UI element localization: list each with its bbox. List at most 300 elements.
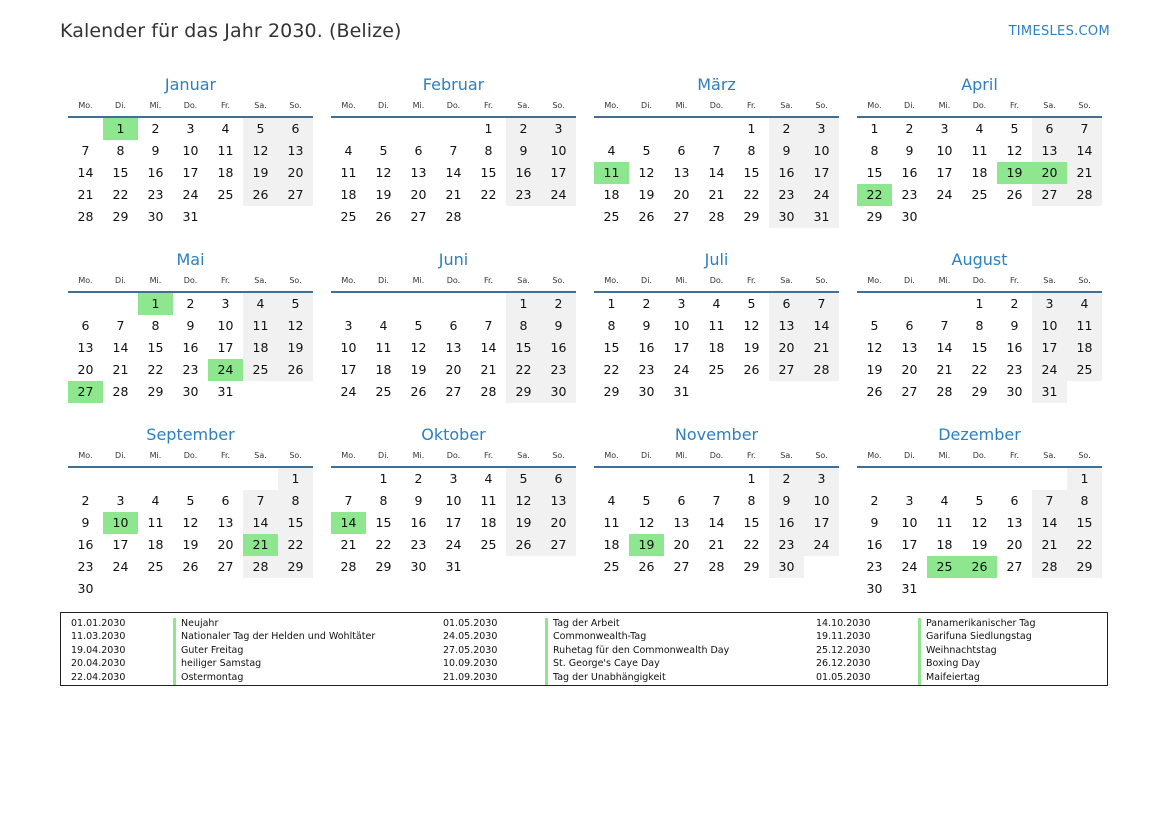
weekday-label: Di.	[904, 101, 915, 110]
day-cell: 27	[217, 559, 234, 574]
day-cell: 25	[217, 187, 234, 202]
day-cell: 4	[484, 471, 493, 486]
day-blank	[927, 293, 962, 315]
weekday-label: Do.	[183, 451, 198, 460]
day-cell: 8	[747, 143, 756, 158]
day-blank	[699, 468, 734, 490]
day-cell: 3	[541, 118, 576, 140]
day-cell: 14	[445, 165, 462, 180]
day-cell: 27	[673, 559, 690, 574]
day-cell: 28	[708, 559, 725, 574]
holiday-date: 19.04.2030	[71, 644, 126, 656]
day-cell: 2	[186, 296, 195, 311]
day-cell: 4	[151, 493, 160, 508]
day-cell: 5	[186, 493, 195, 508]
day-cell: 29	[1067, 556, 1102, 578]
day-cell: 26	[375, 209, 392, 224]
weekday-label: Mo.	[78, 451, 93, 460]
holiday-date: 19.11.2030	[816, 631, 871, 643]
holiday-name: Commonwealth-Tag	[545, 631, 806, 644]
day-cell-holiday: 26	[962, 556, 997, 578]
day-cell: 17	[1032, 337, 1067, 359]
day-cell: 22	[743, 187, 760, 202]
day-cell: 4	[379, 318, 388, 333]
day-cell: 13	[673, 165, 690, 180]
day-blank	[927, 468, 962, 490]
weekday-label: So.	[815, 451, 828, 460]
day-cell: 12	[638, 515, 655, 530]
day-cell-holiday: 20	[1032, 162, 1067, 184]
holiday-name: heiliger Samstag	[173, 658, 433, 671]
weekday-header	[331, 99, 576, 113]
day-cell: 14	[708, 165, 725, 180]
holiday-date: 01.05.2030	[816, 671, 871, 683]
day-cell: 20	[410, 187, 427, 202]
day-cell: 4	[940, 493, 949, 508]
weekday-label: Mi.	[412, 276, 425, 285]
weekday-label: Fr.	[220, 276, 231, 285]
day-cell: 18	[340, 187, 357, 202]
day-cell: 13	[77, 340, 94, 355]
weekday-label: Sa.	[517, 101, 530, 110]
day-cell: 8	[484, 143, 493, 158]
day-cell: 28	[1067, 184, 1102, 206]
day-cell: 1	[870, 121, 879, 136]
day-cell: 15	[112, 165, 129, 180]
day-cell: 1	[747, 121, 756, 136]
day-cell: 1	[278, 468, 313, 490]
weekday-label: Mo.	[341, 101, 356, 110]
weekday-header	[857, 99, 1102, 113]
day-cell: 3	[116, 493, 125, 508]
day-cell: 27	[901, 384, 918, 399]
day-cell: 16	[147, 165, 164, 180]
day-blank	[436, 293, 471, 315]
day-blank	[208, 468, 243, 490]
day-cell: 13	[901, 340, 918, 355]
day-cell: 6	[278, 118, 313, 140]
day-cell: 18	[480, 515, 497, 530]
weekday-label: Fr.	[746, 101, 757, 110]
weekday-label: So.	[552, 101, 565, 110]
weekday-label: Di.	[641, 276, 652, 285]
day-cell: 4	[975, 121, 984, 136]
day-cell: 21	[708, 187, 725, 202]
day-cell-holiday: 19	[629, 534, 664, 556]
weekday-label: Di.	[378, 451, 389, 460]
day-cell: 19	[638, 187, 655, 202]
day-cell: 20	[901, 362, 918, 377]
day-cell: 6	[1032, 118, 1067, 140]
day-cell: 18	[936, 537, 953, 552]
day-cell: 12	[638, 165, 655, 180]
day-cell: 30	[769, 206, 804, 228]
day-cell: 6	[769, 293, 804, 315]
day-blank	[103, 293, 138, 315]
day-cell: 28	[112, 384, 129, 399]
weekday-label: Mo.	[604, 276, 619, 285]
day-cell: 10	[340, 340, 357, 355]
day-cell: 9	[151, 143, 160, 158]
weekday-label: So.	[289, 451, 302, 460]
day-cell: 5	[642, 493, 651, 508]
day-blank	[892, 293, 927, 315]
day-cell: 4	[344, 143, 353, 158]
day-grid	[68, 293, 313, 403]
month-6	[594, 249, 839, 424]
weekday-label: Mi.	[149, 276, 162, 285]
day-blank	[103, 468, 138, 490]
weekday-label: Sa.	[517, 276, 530, 285]
day-cell: 1	[1067, 468, 1102, 490]
day-cell: 16	[541, 337, 576, 359]
day-cell: 22	[375, 537, 392, 552]
day-cell: 10	[804, 140, 839, 162]
weekday-label: So.	[1078, 276, 1091, 285]
weekday-label: So.	[815, 276, 828, 285]
day-cell: 23	[410, 537, 427, 552]
weekday-label: Do.	[709, 276, 724, 285]
day-blank	[471, 293, 506, 315]
day-cell: 12	[971, 515, 988, 530]
day-cell: 10	[804, 490, 839, 512]
holiday-date: 24.05.2030	[443, 631, 498, 643]
day-blank	[331, 293, 366, 315]
day-cell: 29	[506, 381, 541, 403]
day-cell: 9	[414, 493, 423, 508]
day-cell: 23	[769, 184, 804, 206]
day-cell: 21	[112, 362, 129, 377]
day-cell: 12	[743, 318, 760, 333]
weekday-header	[594, 449, 839, 463]
day-cell: 5	[747, 296, 756, 311]
day-cell: 23	[638, 362, 655, 377]
day-cell: 25	[708, 362, 725, 377]
day-cell: 9	[642, 318, 651, 333]
day-cell: 17	[217, 340, 234, 355]
day-cell: 17	[901, 537, 918, 552]
day-cell: 28	[243, 556, 278, 578]
day-cell: 4	[1067, 293, 1102, 315]
day-cell: 24	[901, 559, 918, 574]
holiday-name: Tag der Arbeit	[545, 618, 806, 631]
day-cell: 28	[1032, 556, 1067, 578]
day-cell: 23	[866, 559, 883, 574]
day-cell: 23	[147, 187, 164, 202]
day-cell: 15	[147, 340, 164, 355]
day-cell: 11	[603, 515, 620, 530]
day-grid	[594, 468, 839, 578]
day-cell: 13	[541, 490, 576, 512]
weekday-label: Sa.	[1043, 101, 1056, 110]
day-cell: 18	[603, 187, 620, 202]
day-blank	[173, 468, 208, 490]
holiday-name: Ostermontag	[173, 672, 433, 685]
day-cell: 25	[340, 209, 357, 224]
day-blank	[962, 468, 997, 490]
day-cell: 25	[971, 187, 988, 202]
day-cell: 20	[1006, 537, 1023, 552]
day-cell: 21	[340, 537, 357, 552]
day-cell: 21	[1067, 162, 1102, 184]
day-cell: 7	[81, 143, 90, 158]
day-cell: 8	[506, 315, 541, 337]
day-cell: 6	[677, 493, 686, 508]
day-cell: 2	[870, 493, 879, 508]
day-cell: 23	[1006, 362, 1023, 377]
weekday-label: Mi.	[149, 451, 162, 460]
weekday-label: Mo.	[341, 276, 356, 285]
day-cell: 30	[77, 581, 94, 596]
day-cell: 13	[217, 515, 234, 530]
day-blank	[243, 468, 278, 490]
weekday-label: So.	[552, 276, 565, 285]
day-cell: 6	[1010, 493, 1019, 508]
day-cell: 9	[506, 140, 541, 162]
holiday-name: Garifuna Siedlungstag	[918, 631, 1107, 644]
day-blank	[699, 118, 734, 140]
holiday-name: Tag der Unabhängigkeit	[545, 672, 806, 685]
holiday-date: 10.09.2030	[443, 658, 498, 670]
weekday-label: Sa.	[780, 276, 793, 285]
day-cell: 29	[147, 384, 164, 399]
day-cell: 31	[217, 384, 234, 399]
day-cell: 16	[1006, 340, 1023, 355]
day-cell: 18	[147, 537, 164, 552]
day-cell: 8	[1067, 490, 1102, 512]
day-cell: 10	[1032, 315, 1067, 337]
day-cell: 19	[278, 337, 313, 359]
holiday-date: 26.12.2030	[816, 658, 871, 670]
day-cell: 9	[769, 140, 804, 162]
holiday-column	[61, 618, 433, 685]
day-blank	[594, 468, 629, 490]
day-cell: 10	[217, 318, 234, 333]
weekday-label: Do.	[972, 451, 987, 460]
day-cell: 12	[866, 340, 883, 355]
day-cell: 27	[541, 534, 576, 556]
weekday-label: Fr.	[1009, 276, 1020, 285]
day-cell: 29	[278, 556, 313, 578]
weekday-label: So.	[1078, 451, 1091, 460]
day-cell: 13	[1006, 515, 1023, 530]
day-cell: 24	[673, 362, 690, 377]
day-cell: 29	[743, 559, 760, 574]
weekday-header	[68, 449, 313, 463]
day-cell: 17	[182, 165, 199, 180]
day-cell: 26	[278, 359, 313, 381]
day-cell: 8	[975, 318, 984, 333]
day-cell: 27	[410, 209, 427, 224]
day-cell: 4	[221, 121, 230, 136]
day-cell: 6	[81, 318, 90, 333]
weekday-header	[331, 274, 576, 288]
weekday-label: Sa.	[254, 451, 267, 460]
month-name: Januar	[164, 75, 217, 94]
day-cell-holiday: 25	[927, 556, 962, 578]
weekday-header	[857, 449, 1102, 463]
month-name: August	[951, 250, 1008, 269]
day-cell: 12	[182, 515, 199, 530]
month-name: April	[961, 75, 998, 94]
weekday-label: Do.	[709, 451, 724, 460]
day-cell-holiday: 19	[997, 162, 1032, 184]
day-cell: 12	[1006, 143, 1023, 158]
day-blank	[401, 293, 436, 315]
day-cell: 5	[379, 143, 388, 158]
day-cell: 3	[905, 493, 914, 508]
day-cell: 6	[414, 143, 423, 158]
weekday-label: Di.	[904, 276, 915, 285]
day-cell: 17	[804, 162, 839, 184]
day-cell: 24	[340, 384, 357, 399]
day-blank	[68, 118, 103, 140]
day-cell: 9	[1010, 318, 1019, 333]
day-cell: 7	[484, 318, 493, 333]
day-cell: 1	[747, 471, 756, 486]
month-name: Juni	[438, 250, 469, 269]
weekday-label: So.	[1078, 101, 1091, 110]
holiday-name: Boxing Day	[918, 658, 1107, 671]
day-cell: 22	[147, 362, 164, 377]
day-cell: 13	[673, 515, 690, 530]
day-cell: 12	[410, 340, 427, 355]
day-cell: 28	[77, 209, 94, 224]
day-cell: 9	[81, 515, 90, 530]
weekday-label: Sa.	[254, 101, 267, 110]
weekday-label: Sa.	[1043, 276, 1056, 285]
weekday-label: Mo.	[78, 276, 93, 285]
holiday-date: 11.03.2030	[71, 631, 126, 643]
day-cell: 22	[971, 362, 988, 377]
day-cell: 2	[541, 293, 576, 315]
day-cell: 24	[112, 559, 129, 574]
day-cell: 24	[1032, 359, 1067, 381]
day-cell: 22	[278, 534, 313, 556]
day-cell: 16	[506, 162, 541, 184]
month-9	[331, 424, 576, 599]
day-cell: 25	[603, 209, 620, 224]
day-cell: 30	[147, 209, 164, 224]
day-cell: 12	[243, 140, 278, 162]
holiday-date: 21.09.2030	[443, 671, 498, 683]
day-cell: 9	[541, 315, 576, 337]
day-cell: 15	[278, 512, 313, 534]
holiday-name: Nationaler Tag der Helden und Wohltäter	[173, 631, 433, 644]
day-cell: 2	[769, 118, 804, 140]
day-cell: 6	[677, 143, 686, 158]
day-cell: 15	[971, 340, 988, 355]
day-cell: 11	[936, 515, 953, 530]
day-cell: 28	[480, 384, 497, 399]
day-cell: 23	[182, 362, 199, 377]
weekday-label: Sa.	[254, 276, 267, 285]
weekday-label: Di.	[378, 101, 389, 110]
day-grid	[68, 468, 313, 600]
day-cell: 11	[340, 165, 357, 180]
day-cell: 21	[708, 537, 725, 552]
day-cell: 20	[77, 362, 94, 377]
month-name: Oktober	[421, 425, 486, 444]
day-cell: 8	[747, 493, 756, 508]
day-cell: 12	[375, 165, 392, 180]
day-cell: 7	[940, 318, 949, 333]
day-cell: 23	[541, 359, 576, 381]
day-cell: 31	[1032, 381, 1067, 403]
weekday-label: So.	[552, 451, 565, 460]
day-cell: 24	[936, 187, 953, 202]
weekday-label: Mo.	[604, 101, 619, 110]
day-cell: 27	[1006, 559, 1023, 574]
day-cell: 25	[1067, 359, 1102, 381]
day-cell: 14	[112, 340, 129, 355]
day-cell: 2	[769, 468, 804, 490]
weekday-label: So.	[289, 276, 302, 285]
day-cell: 22	[506, 359, 541, 381]
weekday-label: Do.	[446, 276, 461, 285]
weekday-label: So.	[289, 101, 302, 110]
holiday-date: 27.05.2030	[443, 644, 498, 656]
weekday-header	[68, 274, 313, 288]
day-cell: 13	[278, 140, 313, 162]
day-cell: 7	[449, 143, 458, 158]
day-cell: 10	[445, 493, 462, 508]
day-cell: 18	[971, 165, 988, 180]
day-cell: 28	[804, 359, 839, 381]
month-1	[331, 74, 576, 249]
day-cell: 9	[769, 490, 804, 512]
day-cell: 30	[410, 559, 427, 574]
weekday-label: Fr.	[1009, 101, 1020, 110]
day-cell: 5	[870, 318, 879, 333]
weekday-label: Mi.	[938, 101, 951, 110]
day-cell: 29	[112, 209, 129, 224]
brand-link[interactable]: TIMESLES.COM	[1008, 24, 1110, 39]
day-cell: 30	[638, 384, 655, 399]
month-3	[857, 74, 1102, 249]
day-cell: 1	[484, 121, 493, 136]
day-cell: 11	[243, 315, 278, 337]
day-blank	[892, 468, 927, 490]
weekday-label: Do.	[446, 451, 461, 460]
day-cell: 26	[638, 209, 655, 224]
day-cell: 3	[940, 121, 949, 136]
day-cell: 4	[712, 296, 721, 311]
day-blank	[436, 118, 471, 140]
weekday-label: Fr.	[220, 451, 231, 460]
day-blank	[664, 468, 699, 490]
day-cell-holiday: 21	[243, 534, 278, 556]
day-cell: 30	[901, 209, 918, 224]
day-cell: 16	[638, 340, 655, 355]
month-name: März	[697, 75, 736, 94]
day-cell: 15	[480, 165, 497, 180]
day-cell: 25	[603, 559, 620, 574]
weekday-label: Sa.	[780, 101, 793, 110]
day-cell: 26	[1006, 187, 1023, 202]
day-cell: 29	[743, 209, 760, 224]
weekday-label: Mi.	[412, 101, 425, 110]
day-grid	[331, 293, 576, 403]
month-name: November	[674, 425, 759, 444]
day-cell: 1	[379, 471, 388, 486]
day-cell: 18	[217, 165, 234, 180]
day-cell: 2	[414, 471, 423, 486]
day-cell: 27	[1032, 184, 1067, 206]
weekday-label: Mo.	[341, 451, 356, 460]
weekday-header	[594, 99, 839, 113]
day-cell: 10	[901, 515, 918, 530]
